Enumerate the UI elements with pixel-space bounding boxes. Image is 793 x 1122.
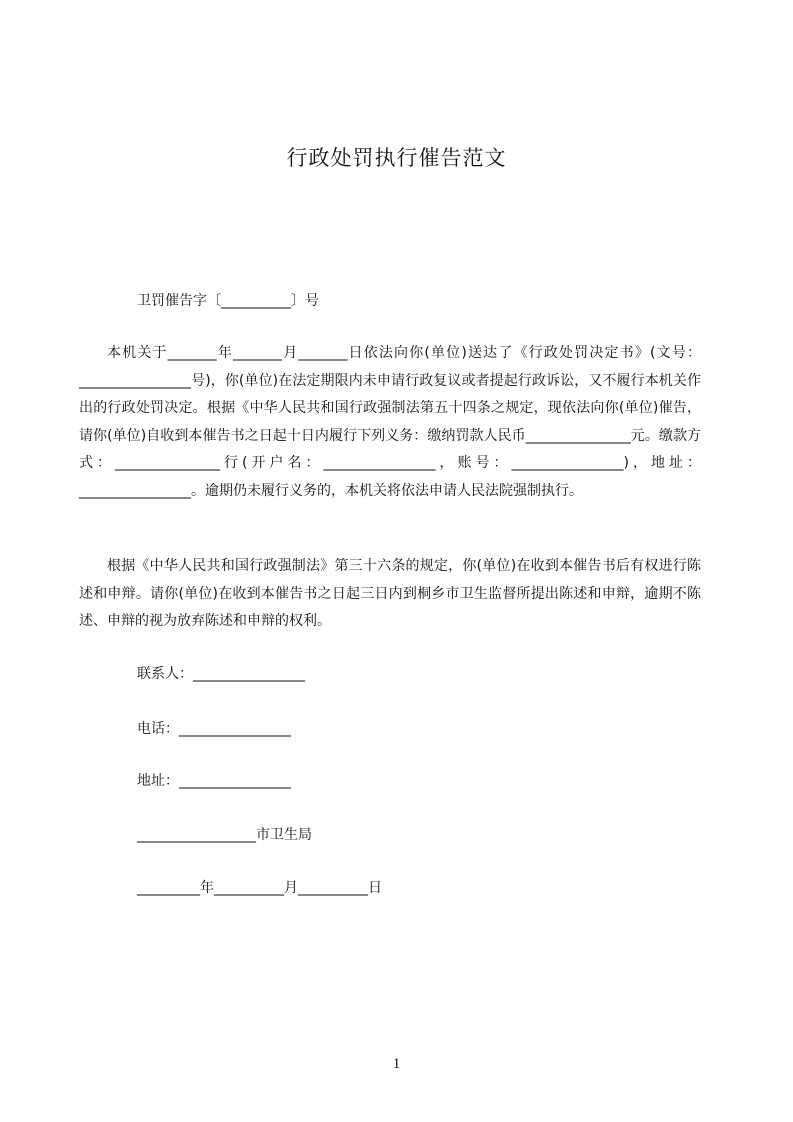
notice-paragraph-2: 根据《中华人民共和国行政强制法》第三十六条的规定，你(单位)在收到本催告书后有权进行陈述和申辩。请你(单位)在收到本催告书之日起三日内到桐乡市卫生监督所提出陈述和申辩，逾期不陈述、申辩的视为放弃陈述和申辩的权利。 (79, 558, 701, 629)
address-line: 地址：________________ (137, 773, 291, 789)
page-number: 1 (392, 1056, 401, 1072)
date-line: _________年__________月__________日 (137, 880, 382, 896)
contact-line: 联系人：________________ (137, 666, 305, 682)
reference-number-line: 卫罚催告字〔__________〕号 (137, 293, 319, 309)
notice-paragraph-1: 本机关于_______年_______月_______日依法向你(单位)送达了《行政处罚决定书》(文号：________________号)，你(单位)在法定期限内未申请行政复议或者提起行政诉讼，又不履行本机关作出的行政处罚决定。根据《中华人民共和国行政强制法第五十四条之规定，现依法向你(单位)催告，请你(单位)自收到本催告书之日起十日内履行下列义务：缴纳罚款人民币_______________元。缴款方式：_______________行(开户名：________________，账号：________________)，地址：________________。逾期仍未履行义务的，本机关将依法申请人民法院强制执行。 (79, 345, 701, 499)
page-title: 行政处罚执行催告范文 (286, 146, 507, 170)
phone-line: 电话：________________ (137, 721, 291, 737)
issuer-line: _________________市卫生局 (137, 827, 312, 843)
